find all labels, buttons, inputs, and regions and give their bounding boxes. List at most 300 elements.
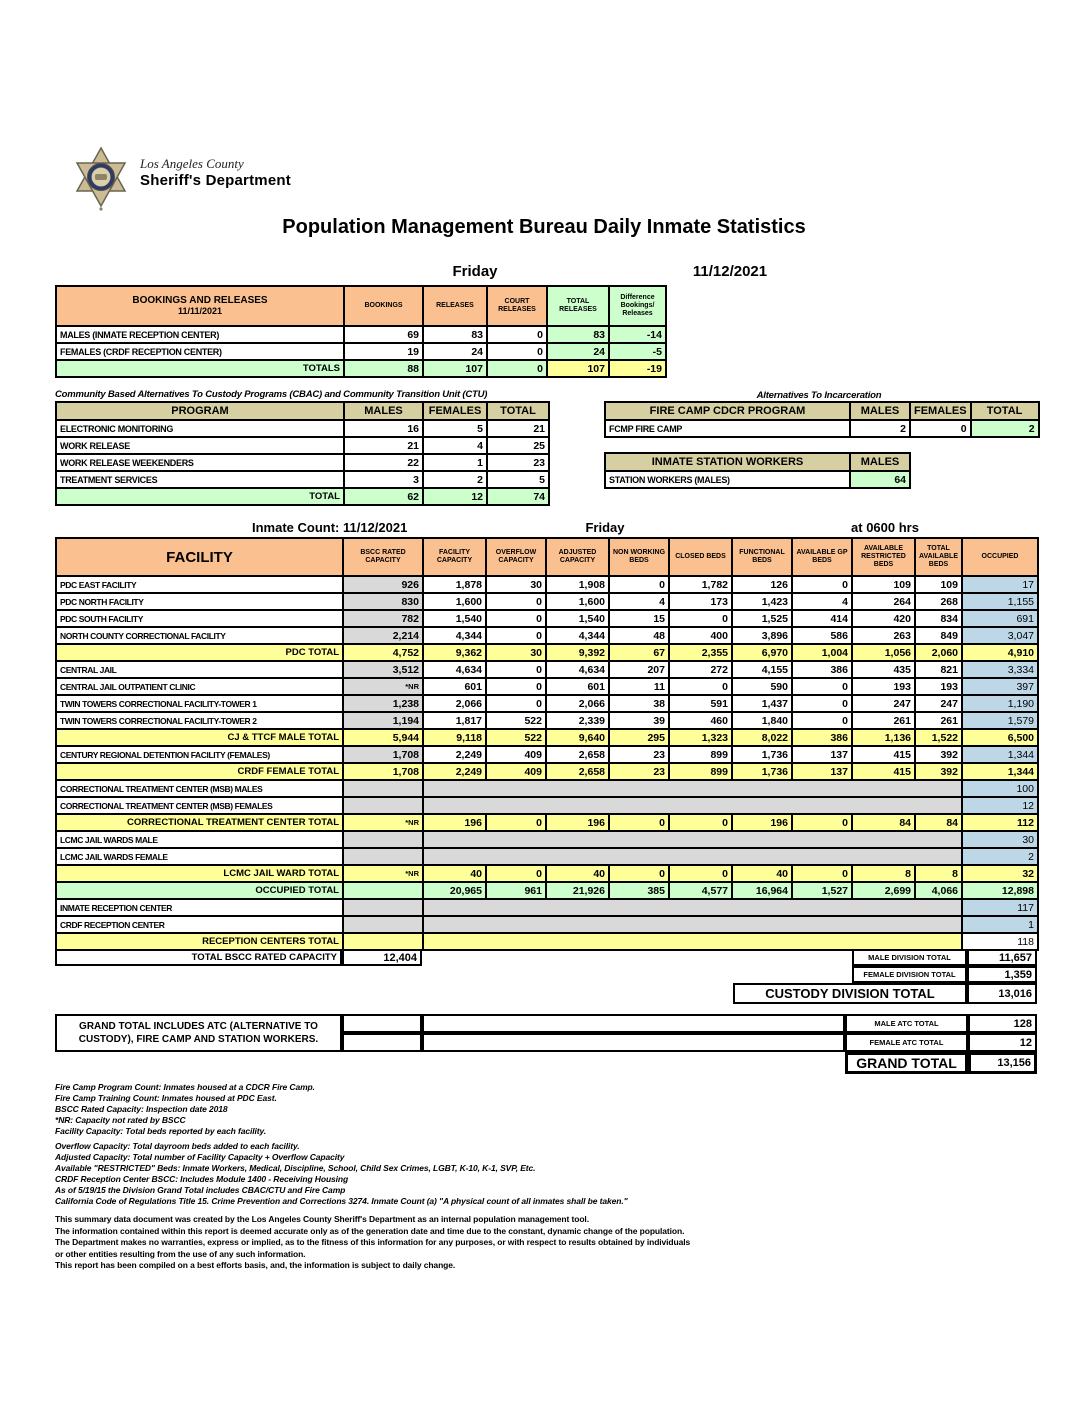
occupied-value: 1,344 — [962, 763, 1038, 780]
report-day: Friday — [452, 263, 498, 280]
total-row-label: CORRECTIONAL TREATMENT CENTER TOTAL — [56, 814, 343, 831]
total-row-value: 9,118 — [423, 729, 486, 746]
facility-value: 264 — [852, 593, 915, 610]
facility-value: 2,066 — [423, 695, 486, 712]
facility-label: CRDF RECEPTION CENTER — [56, 916, 343, 933]
program-value: 4 — [423, 437, 487, 454]
facility-value: 1,600 — [423, 593, 486, 610]
facility-value: 601 — [423, 678, 486, 695]
occupied-value: 4,910 — [962, 644, 1038, 661]
facility-value: 0 — [486, 593, 546, 610]
facility-value: 386 — [792, 661, 852, 678]
program-label: ELECTRONIC MONITORING — [56, 420, 344, 437]
program-value: 3 — [344, 471, 423, 488]
grand-total-note — [55, 1014, 342, 1052]
bscc-capacity: 3,512 — [343, 661, 423, 678]
occupied-value: 1,579 — [962, 712, 1038, 729]
facility-value: 1,525 — [732, 610, 792, 627]
occupied-value: 17 — [962, 576, 1038, 593]
facility-value: 247 — [915, 695, 962, 712]
facility-value: 4,634 — [546, 661, 609, 678]
total-row-value: 40 — [732, 865, 792, 882]
total-row-value: 0 — [486, 865, 546, 882]
total-row-label: PDC TOTAL — [56, 644, 343, 661]
facility-label: PDC SOUTH FACILITY — [56, 610, 343, 627]
facility-value: 263 — [852, 627, 915, 644]
facility-value: 1,878 — [423, 576, 486, 593]
column-header: BSCC RATED CAPACITY — [343, 538, 423, 576]
bscc-capacity — [343, 882, 423, 899]
footnotes-block2 — [55, 1141, 628, 1207]
totals-value: 107 — [547, 360, 609, 377]
custody-division-label: CUSTODY DIVISION TOTAL — [733, 983, 967, 1004]
blank-cell — [343, 831, 423, 848]
bscc-capacity: 830 — [343, 593, 423, 610]
facility-value: 4,344 — [546, 627, 609, 644]
occupied-value: 1 — [962, 916, 1038, 933]
cbac-section-title: Community Based Alternatives To Custody Programs (CBAC) and Community Transition Unit (CTU) — [55, 389, 488, 400]
facility-value: 1,423 — [732, 593, 792, 610]
grand-filler-cell — [342, 1014, 422, 1033]
facility-value: 1,908 — [546, 576, 609, 593]
bscc-capacity: *NR — [343, 865, 423, 882]
facility-value: 0 — [486, 627, 546, 644]
facility-label: CENTURY REGIONAL DETENTION FACILITY (FEMALES) — [56, 746, 343, 763]
note-line: Fire Camp Program Count: Inmates housed at a CDCR Fire Camp. — [55, 1082, 315, 1092]
facility-value: 591 — [669, 695, 732, 712]
bscc-capacity: *NR — [343, 814, 423, 831]
note-line: This summary data document was created by the Los Angeles County Sheriff's Department as an internal population management tool. — [55, 1214, 589, 1224]
program-label: TREATMENT SERVICES — [56, 471, 344, 488]
total-row-value: 1,527 — [792, 882, 852, 899]
column-header: AVAILABLE RESTRICTED BEDS — [852, 538, 915, 576]
note-line: or other entities resulting from the use of any such information. — [55, 1248, 306, 1259]
total-row-value: 0 — [669, 865, 732, 882]
note-line: Available "RESTRICTED" Beds: Inmate Workers, Medical, Discipline, School, Child Sex Crimes, LGBT, K-10, K-1, SVP, Etc. — [55, 1163, 536, 1173]
facility-label: CENTRAL JAIL — [56, 661, 343, 678]
total-row-value: 4,577 — [669, 882, 732, 899]
column-header: OVERFLOW CAPACITY — [486, 538, 546, 576]
female-atc-value: 12 — [968, 1033, 1037, 1052]
total-label: TOTAL — [56, 488, 344, 505]
program-value: 21 — [344, 437, 423, 454]
facility-value: 586 — [792, 627, 852, 644]
court-releases-value: 0 — [487, 326, 547, 343]
facility-label: TWIN TOWERS CORRECTIONAL FACILITY-TOWER 1 — [56, 695, 343, 712]
occupied-value: 2 — [962, 848, 1038, 865]
note-line: This report has been compiled on a best efforts basis, and, the information is subject to daily change. — [55, 1260, 456, 1270]
facility-value: 0 — [669, 678, 732, 695]
program-value: 23 — [487, 454, 549, 471]
total-row-value: 0 — [792, 865, 852, 882]
total-row-value: 1,522 — [915, 729, 962, 746]
blank-cell — [343, 899, 423, 916]
total-releases-value: 83 — [547, 326, 609, 343]
facility-value: 261 — [915, 712, 962, 729]
total-row-value: 0 — [792, 814, 852, 831]
court-releases-value: 0 — [487, 343, 547, 360]
male-atc-label: MALE ATC TOTAL — [845, 1014, 968, 1033]
facility-value: 2,339 — [546, 712, 609, 729]
facility-value: 1,840 — [732, 712, 792, 729]
count-time-caption: at 0600 hrs — [851, 520, 919, 535]
facility-label: NORTH COUNTY CORRECTIONAL FACILITY — [56, 627, 343, 644]
facility-value: 409 — [486, 746, 546, 763]
note-line: BSCC Rated Capacity: Inspection date 2018 — [55, 1104, 228, 1114]
total-row-label: OCCUPIED TOTAL — [56, 882, 343, 899]
occupied-value: 3,047 — [962, 627, 1038, 644]
note-line: CRDF Reception Center BSCC: Includes Module 1400 - Receiving Housing — [55, 1174, 349, 1184]
difference-value: -5 — [609, 343, 666, 360]
total-row-value: 9,640 — [546, 729, 609, 746]
total-row-value: 23 — [609, 763, 669, 780]
facility-label: INMATE RECEPTION CENTER — [56, 899, 343, 916]
facility-value: 601 — [546, 678, 609, 695]
column-header: TOTAL — [487, 402, 549, 420]
bscc-capacity: 1,708 — [343, 763, 423, 780]
facility-label: LCMC JAIL WARDS FEMALE — [56, 848, 343, 865]
totals-value: 0 — [487, 360, 547, 377]
column-header: FUNCTIONAL BEDS — [732, 538, 792, 576]
total-row-value: 2,658 — [546, 763, 609, 780]
facility-value: 261 — [852, 712, 915, 729]
grand-total-value: 13,156 — [968, 1052, 1037, 1074]
bscc-capacity: 926 — [343, 576, 423, 593]
note-line: Fire Camp Training Count: Inmates housed at PDC East. — [55, 1093, 277, 1103]
facility-value: 109 — [915, 576, 962, 593]
total-row-value: 386 — [792, 729, 852, 746]
column-header: TOTAL RELEASES — [547, 286, 609, 326]
facility-value: 821 — [915, 661, 962, 678]
total-row-value: 522 — [486, 729, 546, 746]
grand-filler-band — [422, 1014, 845, 1033]
total-row-value: 196 — [732, 814, 792, 831]
facility-value: 4 — [792, 593, 852, 610]
total-row-value: 1,323 — [669, 729, 732, 746]
total-row-label: LCMC JAIL WARD TOTAL — [56, 865, 343, 882]
total-row-value: 2,699 — [852, 882, 915, 899]
column-header: AVAILABLE GP BEDS — [792, 538, 852, 576]
total-row-value: 0 — [609, 814, 669, 831]
total-row-value: 30 — [486, 644, 546, 661]
total-row-value: 84 — [852, 814, 915, 831]
facility-value: 1,600 — [546, 593, 609, 610]
total-row-value: 415 — [852, 763, 915, 780]
totals-value: 107 — [423, 360, 487, 377]
facility-value: 173 — [669, 593, 732, 610]
bscc-capacity: 2,214 — [343, 627, 423, 644]
facility-label: CORRECTIONAL TREATMENT CENTER (MSB) FEMALES — [56, 797, 343, 814]
total-row-value: 899 — [669, 763, 732, 780]
column-header: TOTAL — [971, 402, 1039, 420]
program-label: WORK RELEASE — [56, 437, 344, 454]
facility-value: 0 — [486, 678, 546, 695]
total-row-label: RECEPTION CENTERS TOTAL — [56, 933, 343, 950]
disclaimer-text — [55, 1214, 690, 1272]
males-value: 2 — [850, 420, 910, 437]
occupied-value: 118 — [962, 933, 1038, 950]
total-row-value: 0 — [669, 814, 732, 831]
facility-value: 1,817 — [423, 712, 486, 729]
facility-value: 193 — [915, 678, 962, 695]
facility-label: PDC NORTH FACILITY — [56, 593, 343, 610]
custody-division-value: 13,016 — [967, 983, 1037, 1004]
note-line: The information contained within this report is deemed accurate only as of the generation date and time due to the constant, dynamic change of the population. — [55, 1225, 685, 1236]
total-row-value: 385 — [609, 882, 669, 899]
total-row-value: 67 — [609, 644, 669, 661]
note-line: As of 5/19/15 the Division Grand Total includes CBAC/CTU and Fire Camp — [55, 1185, 346, 1195]
facility-value: 400 — [669, 627, 732, 644]
column-header: FACILITY — [56, 538, 343, 576]
sheriff-star-icon — [70, 146, 132, 214]
column-header: MALES — [850, 402, 910, 420]
note-line: Overflow Capacity: Total dayroom beds added to each facility. — [55, 1141, 300, 1151]
facility-value: 1,437 — [732, 695, 792, 712]
blank-cell — [343, 780, 423, 797]
total-row-value: 16,964 — [732, 882, 792, 899]
female-atc-label: FEMALE ATC TOTAL — [845, 1033, 968, 1052]
bscc-capacity: 1,238 — [343, 695, 423, 712]
facility-value: 2,066 — [546, 695, 609, 712]
male-division-label: MALE DIVISION TOTAL — [852, 949, 967, 966]
facility-value: 0 — [792, 678, 852, 695]
female-division-label: FEMALE DIVISION TOTAL — [852, 966, 967, 983]
facility-value: 11 — [609, 678, 669, 695]
total-row-value: 6,970 — [732, 644, 792, 661]
male-division-value: 11,657 — [967, 949, 1037, 966]
facility-value: 0 — [792, 712, 852, 729]
column-header: ADJUSTED CAPACITY — [546, 538, 609, 576]
grand-total-label: GRAND TOTAL — [845, 1052, 968, 1074]
facility-label: TWIN TOWERS CORRECTIONAL FACILITY-TOWER 2 — [56, 712, 343, 729]
occupied-value: 3,334 — [962, 661, 1038, 678]
facility-value: 39 — [609, 712, 669, 729]
facility-value: 460 — [669, 712, 732, 729]
occupied-value: 1,344 — [962, 746, 1038, 763]
releases-value: 83 — [423, 326, 487, 343]
bscc-capacity: 4,752 — [343, 644, 423, 661]
program-value: 25 — [487, 437, 549, 454]
total-row-value: 40 — [423, 865, 486, 882]
total-row-value: 2,060 — [915, 644, 962, 661]
cbac-table — [55, 401, 550, 506]
inmate-count-caption: Inmate Count: 11/12/2021 — [252, 520, 408, 535]
blank-cell — [343, 848, 423, 865]
facility-value: 30 — [486, 576, 546, 593]
occupied-value: 397 — [962, 678, 1038, 695]
totals-value: -19 — [609, 360, 666, 377]
facility-value: 4,634 — [423, 661, 486, 678]
total-row-value: 1,136 — [852, 729, 915, 746]
column-header: TOTAL AVAILABLE BEDS — [915, 538, 962, 576]
facility-value: 4,344 — [423, 627, 486, 644]
facility-statistics-table — [55, 537, 1039, 951]
facility-value: 2,249 — [423, 746, 486, 763]
facility-value: 0 — [792, 695, 852, 712]
program-value: 1 — [423, 454, 487, 471]
occupied-value: 1,155 — [962, 593, 1038, 610]
program-value: 5 — [423, 420, 487, 437]
program-value: 2 — [423, 471, 487, 488]
column-header: FEMALES — [910, 402, 971, 420]
fire-camp-table — [604, 401, 1040, 438]
total-row-value: 196 — [423, 814, 486, 831]
blank-band — [423, 848, 962, 865]
total-value: 2 — [971, 420, 1039, 437]
total-row-value: 409 — [486, 763, 546, 780]
facility-value: 1,736 — [732, 746, 792, 763]
total-row-value: 2,249 — [423, 763, 486, 780]
blank-band — [423, 916, 962, 933]
column-header: CLOSED BEDS — [669, 538, 732, 576]
total-row-value: 8,022 — [732, 729, 792, 746]
total-value: 62 — [344, 488, 423, 505]
facility-value: 207 — [609, 661, 669, 678]
facility-day-caption: Friday — [585, 520, 625, 535]
facility-value: 4,155 — [732, 661, 792, 678]
total-row-value: 1,736 — [732, 763, 792, 780]
total-row-value: 0 — [486, 814, 546, 831]
total-row-value: 137 — [792, 763, 852, 780]
bookings-releases-table — [55, 285, 667, 378]
total-value: 74 — [487, 488, 549, 505]
releases-value: 24 — [423, 343, 487, 360]
agency-county: Los Angeles County — [140, 156, 244, 171]
station-workers-header: INMATE STATION WORKERS — [605, 453, 850, 471]
total-row-value: 8 — [915, 865, 962, 882]
facility-value: 137 — [792, 746, 852, 763]
column-header: NON WORKING BEDS — [609, 538, 669, 576]
grand-filler-cell — [342, 1033, 422, 1052]
blank-band — [423, 831, 962, 848]
occupied-value: 117 — [962, 899, 1038, 916]
facility-value: 415 — [852, 746, 915, 763]
facility-value: 23 — [609, 746, 669, 763]
bscc-capacity: 1,708 — [343, 746, 423, 763]
facility-value: 15 — [609, 610, 669, 627]
facility-value: 0 — [669, 610, 732, 627]
row-label: MALES (INMATE RECEPTION CENTER) — [56, 326, 344, 343]
facility-value: 0 — [486, 610, 546, 627]
note-line: Adjusted Capacity: Total number of Facility Capacity + Overflow Capacity — [55, 1152, 345, 1162]
note-line: *NR: Capacity not rated by BSCC — [55, 1115, 186, 1125]
facility-value: 268 — [915, 593, 962, 610]
total-row-value: 8 — [852, 865, 915, 882]
agency-department: Sheriff's Department — [140, 172, 291, 189]
row-label: FEMALES (CRDF RECEPTION CENTER) — [56, 343, 344, 360]
total-row-value: 4,066 — [915, 882, 962, 899]
totals-value: 88 — [344, 360, 423, 377]
blank-cell — [343, 916, 423, 933]
facility-label: LCMC JAIL WARDS MALE — [56, 831, 343, 848]
facility-value: 834 — [915, 610, 962, 627]
total-row-value: 1,056 — [852, 644, 915, 661]
blank-band — [423, 933, 962, 950]
ati-section-title: Alternatives To Incarceration — [756, 390, 882, 401]
fire-camp-label: FCMP FIRE CAMP — [605, 420, 850, 437]
totals-label: TOTALS — [56, 360, 344, 377]
facility-value: 4 — [609, 593, 669, 610]
facility-value: 414 — [792, 610, 852, 627]
bookings-value: 69 — [344, 326, 423, 343]
column-header: FEMALES — [423, 402, 487, 420]
bscc-capacity: *NR — [343, 678, 423, 695]
bookings-value: 19 — [344, 343, 423, 360]
column-header: BOOKINGS — [344, 286, 423, 326]
facility-value: 247 — [852, 695, 915, 712]
occupied-value: 6,500 — [962, 729, 1038, 746]
facility-value: 126 — [732, 576, 792, 593]
program-value: 21 — [487, 420, 549, 437]
blank-band — [423, 780, 962, 797]
males-value: 64 — [850, 471, 910, 488]
facility-value: 0 — [486, 661, 546, 678]
bookings-table-title: BOOKINGS AND RELEASES 11/11/2021 — [56, 286, 344, 326]
fire-camp-header: FIRE CAMP CDCR PROGRAM — [605, 402, 850, 420]
total-row-value: 2,355 — [669, 644, 732, 661]
total-row-value: 84 — [915, 814, 962, 831]
program-value: 5 — [487, 471, 549, 488]
total-row-value: 9,362 — [423, 644, 486, 661]
report-date: 11/12/2021 — [692, 263, 768, 280]
facility-value: 0 — [486, 695, 546, 712]
page-title: Population Management Bureau Daily Inmate Statistics — [282, 216, 806, 238]
total-row-value: 961 — [486, 882, 546, 899]
facility-value: 0 — [609, 576, 669, 593]
grand-total-note-line1: GRAND TOTAL INCLUDES ATC (ALTERNATIVE TO — [79, 1021, 318, 1032]
column-header: Difference Bookings/ Releases — [609, 286, 666, 326]
footnotes-block1 — [55, 1082, 315, 1137]
total-row-value: 392 — [915, 763, 962, 780]
column-header: MALES — [344, 402, 423, 420]
station-workers-table — [604, 452, 911, 489]
occupied-value: 12,898 — [962, 882, 1038, 899]
station-workers-label: STATION WORKERS (MALES) — [605, 471, 850, 488]
total-value: 12 — [423, 488, 487, 505]
total-row-value: 1,004 — [792, 644, 852, 661]
note-line: California Code of Regulations Title 15. Crime Prevention and Corrections 3274. Inmate Count (a) "A physical count of all inmates shall be taken." — [55, 1196, 628, 1206]
facility-value: 522 — [486, 712, 546, 729]
facility-value: 899 — [669, 746, 732, 763]
bscc-capacity: 1,194 — [343, 712, 423, 729]
bscc-capacity: 782 — [343, 610, 423, 627]
program-value: 16 — [344, 420, 423, 437]
difference-value: -14 — [609, 326, 666, 343]
total-row-label: CJ & TTCF MALE TOTAL — [56, 729, 343, 746]
facility-value: 193 — [852, 678, 915, 695]
program-value: 22 — [344, 454, 423, 471]
total-row-value: 9,392 — [546, 644, 609, 661]
facility-label: CENTRAL JAIL OUTPATIENT CLINIC — [56, 678, 343, 695]
facility-value: 109 — [852, 576, 915, 593]
blank-cell — [343, 797, 423, 814]
blank-band — [423, 797, 962, 814]
total-row-value: 21,926 — [546, 882, 609, 899]
facility-value: 849 — [915, 627, 962, 644]
occupied-value: 100 — [962, 780, 1038, 797]
occupied-value: 30 — [962, 831, 1038, 848]
female-division-value: 1,359 — [967, 966, 1037, 983]
occupied-value: 691 — [962, 610, 1038, 627]
facility-label: PDC EAST FACILITY — [56, 576, 343, 593]
facility-value: 0 — [792, 576, 852, 593]
occupied-value: 32 — [962, 865, 1038, 882]
facility-value: 1,540 — [423, 610, 486, 627]
note-line: The Department makes no warranties, express or implied, as to the fitness of this information for any purposes, or with respect to results obtained by individuals — [55, 1237, 691, 1247]
occupied-value: 12 — [962, 797, 1038, 814]
note-line: Facility Capacity: Total beds reported by each facility. — [55, 1126, 267, 1136]
agency-name — [140, 156, 291, 189]
